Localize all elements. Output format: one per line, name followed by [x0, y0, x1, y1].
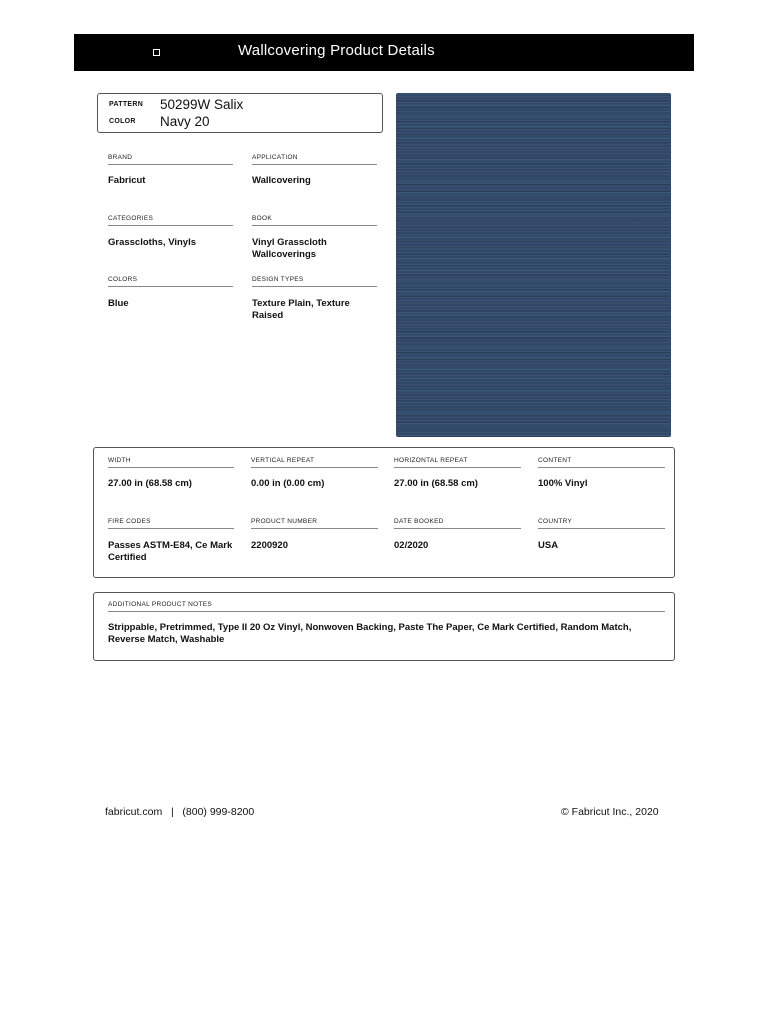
- categories-label: CATEGORIES: [108, 215, 233, 226]
- product-number-value: 2200920: [251, 540, 288, 551]
- header-bar: [74, 34, 694, 71]
- horizontal-repeat-value: 27.00 in (68.58 cm): [394, 478, 478, 489]
- footer-contact: fabricut.com | (800) 999-8200: [105, 806, 255, 818]
- width-value: 27.00 in (68.58 cm): [108, 478, 192, 489]
- brand-value: Fabricut: [108, 175, 146, 186]
- date-booked-label: DATE BOOKED: [394, 518, 521, 529]
- design-types-label: DESIGN TYPES: [252, 276, 377, 287]
- pattern-value: 50299W Salix: [160, 97, 244, 112]
- categories-value: Grasscloths, Vinyls: [108, 237, 197, 248]
- fire-codes-label: FIRE CODES: [108, 518, 234, 529]
- colors-label: COLORS: [108, 276, 233, 287]
- horizontal-repeat-label: HORIZONTAL REPEAT: [394, 457, 521, 468]
- fire-codes-value: Passes ASTM-E84, Ce Mark Certified: [108, 540, 233, 563]
- notes-value: Strippable, Pretrimmed, Type II 20 Oz Vinyl, Nonwoven Backing, Paste The Paper, Ce Mark Certified, Random Match, Reverse Match, Washable: [108, 622, 632, 645]
- width-label: WIDTH: [108, 457, 234, 468]
- colors-value: Blue: [108, 298, 129, 309]
- vertical-repeat-value: 0.00 in (0.00 cm): [251, 478, 325, 489]
- date-booked-value: 02/2020: [394, 540, 429, 551]
- country-value: USA: [538, 540, 559, 551]
- pattern-label: PATTERN: [109, 101, 144, 108]
- page-title: Wallcovering Product Details: [238, 42, 435, 59]
- vertical-repeat-label: VERTICAL REPEAT: [251, 457, 378, 468]
- color-label: COLOR: [109, 118, 136, 125]
- book-value: Vinyl Grasscloth Wallcoverings: [252, 237, 327, 260]
- book-label: BOOK: [252, 215, 377, 226]
- pattern-summary: [97, 93, 383, 133]
- country-label: COUNTRY: [538, 518, 665, 529]
- design-types-value: Texture Plain, Texture Raised: [252, 298, 350, 321]
- product-number-label: PRODUCT NUMBER: [251, 518, 378, 529]
- application-value: Wallcovering: [252, 175, 311, 186]
- brand-label: BRAND: [108, 154, 233, 165]
- logo-icon: [153, 49, 160, 56]
- content-value: 100% Vinyl: [538, 478, 588, 489]
- color-value: Navy 20: [160, 114, 210, 129]
- footer-copyright: © Fabricut Inc., 2020: [561, 806, 659, 818]
- content-label: CONTENT: [538, 457, 665, 468]
- notes-label: ADDITIONAL PRODUCT NOTES: [108, 601, 665, 612]
- application-label: APPLICATION: [252, 154, 377, 165]
- product-swatch-image: [396, 93, 671, 437]
